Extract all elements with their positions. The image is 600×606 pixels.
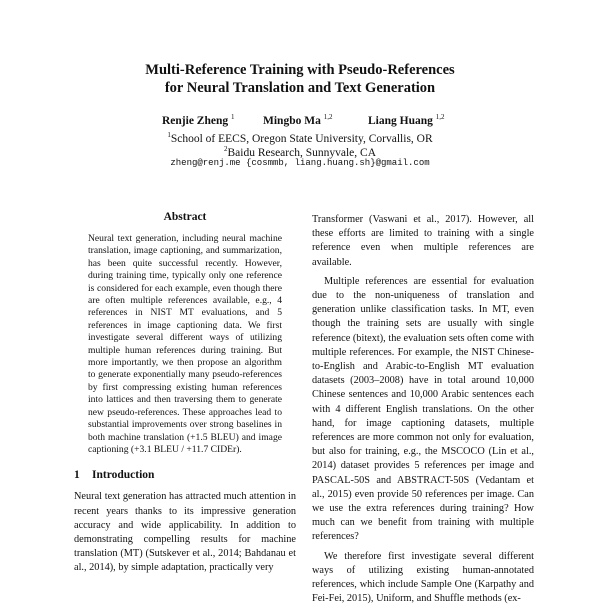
author-renjie-zheng: Renjie Zheng $^1$ bbox=[162, 113, 235, 127]
author-liang-huang: Liang Huang $^{1,2}$ bbox=[368, 113, 445, 127]
right-column bbox=[312, 213, 534, 606]
section-heading-introduction: 1 Introduction bbox=[74, 469, 155, 482]
affiliation-1: $^1$School of EECS, Oregon State University, Corvallis, OR bbox=[167, 131, 433, 145]
right-paragraph-1: Transformer (Vaswani et al., 2017). However, all these efforts are limited to training with a single reference even when multiple references are available. bbox=[312, 214, 534, 268]
right-paragraph-3: We therefore first investigate several different ways of utilizing existing human-annotated references, which include Sample One (Karpathy and Fei-Fei, 2015), Uniform, and Shuffle methods (ex- bbox=[312, 550, 534, 605]
abstract-heading: Abstract bbox=[163, 211, 207, 223]
right-paragraph-2: Multiple references are essential for evaluation due to the non-uniqueness of translation and generation unlike classification tasks. In MT, even though the training sets are usually with single reference (bitext), the evaluation sets often come with multiple references. For example, the NIST Chinese-to-English and Arabic-to-English MT evaluation datasets (2003–2008) have in total around 10,000 Chinese sentences and 10,000 Arabic sentences each with 4 different English translations. On the other hand, for image captioning datasets, multiple references are more common not only for evaluation, but also for training, e.g., the MSCOCO (Lin et al., 2014) dataset provides 5 references per image and PASCAL-50S and ABSTRACT-50S (Vedantam et al., 2015) even provide 50 references per image. Can we use the extra references during training? How much can we benefit from training with multiple references? bbox=[312, 275, 534, 543]
intro-paragraph-1: Neural text generation has attracted much attention in recent years thanks to its impressive generation accuracy and wide applicability. In addition to demonstrating compelling results for machine translation (MT) (Sutskever et al., 2014; Bahdanau et al., 2014), by simple adaptation, practically very bbox=[74, 491, 296, 574]
affiliation-2: $^2$Baidu Research, Sunnyvale, CA bbox=[223, 145, 376, 159]
title-line-1: Multi-Reference Training with Pseudo-References bbox=[145, 62, 455, 78]
paper-title bbox=[0, 61, 600, 97]
abstract-text: Neural text generation, including neural machine translation, image captioning, and summarization, has been quite successful recently. However, during training time, typically only one reference is considered for each example, even though there are often multiple references available, e.g., 4 references in NIST MT evaluations, and 5 references in image captioning data. We first investigate several different ways of utilizing multiple human references during training. But more importantly, we then propose an algorithm to generate exponentially many pseudo-references by first compressing existing human references into lattices and then traversing them to generate new pseudo-references. These approaches lead to substantial improvements over strong baselines in both machine translation (+1.5 BLEU) and image captioning (+3.1 BLEU / +11.7 CIDEr). bbox=[88, 233, 282, 455]
left-column bbox=[74, 210, 296, 576]
title-line-2: for Neural Translation and Text Generation bbox=[164, 80, 436, 96]
author-mingbo-ma: Mingbo Ma $^{1,2}$ bbox=[263, 113, 333, 127]
author-emails: zheng@renj.me {cosmmb, liang.huang.sh}@gmail.com bbox=[170, 158, 430, 168]
